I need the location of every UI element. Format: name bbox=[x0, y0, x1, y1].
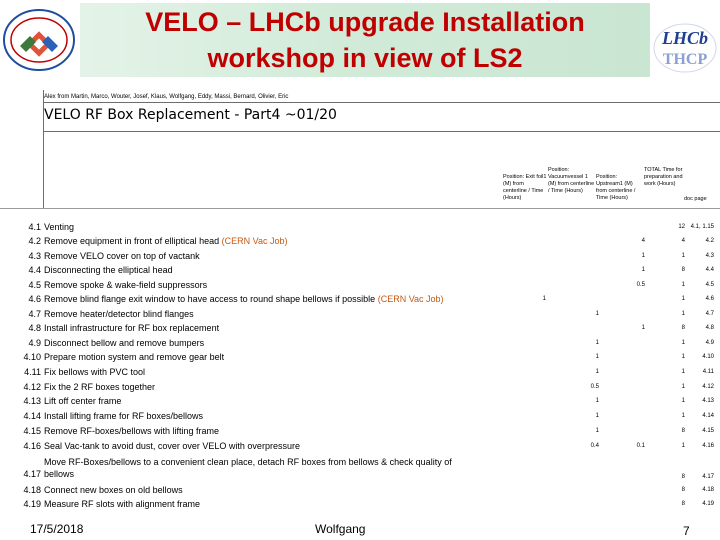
task-number: 4.14 bbox=[23, 411, 41, 421]
cell-vacuumvessel: 0.4 bbox=[590, 443, 599, 449]
cell-vacuumvessel: 1 bbox=[595, 354, 599, 360]
cell-doc-page: 4.1, 1.15 bbox=[690, 224, 714, 230]
sheet-gridline bbox=[44, 131, 720, 132]
task-row bbox=[0, 380, 720, 394]
cell-doc-page: 4.19 bbox=[702, 501, 714, 507]
cell-doc-page: 4.6 bbox=[705, 296, 714, 302]
cell-total: 8 bbox=[681, 428, 685, 434]
cell-vacuumvessel: 1 bbox=[595, 413, 599, 419]
cell-total: 1 bbox=[681, 340, 685, 346]
cell-vacuumvessel: 1 bbox=[595, 369, 599, 375]
task-row bbox=[0, 497, 720, 511]
cell-doc-page: 4.17 bbox=[702, 474, 714, 480]
task-row bbox=[0, 394, 720, 408]
slide-title-line1: VELO – LHCb upgrade Installation bbox=[145, 7, 585, 37]
cell-total: 1 bbox=[681, 443, 685, 449]
cell-total: 8 bbox=[681, 325, 685, 331]
sheet-gridline bbox=[44, 102, 720, 103]
task-number: 4.8 bbox=[28, 323, 41, 333]
task-row bbox=[0, 439, 720, 453]
cell-doc-page: 4.15 bbox=[702, 428, 714, 434]
task-number: 4.4 bbox=[28, 265, 41, 275]
cell-vacuumvessel: 1 bbox=[595, 340, 599, 346]
task-number: 4.7 bbox=[28, 309, 41, 319]
task-description-line2: bellows bbox=[44, 469, 75, 479]
task-description: Fix the 2 RF boxes together bbox=[44, 382, 156, 392]
cell-total: 8 bbox=[681, 474, 685, 480]
cell-doc-page: 4.5 bbox=[705, 282, 714, 288]
svg-text:LHCb: LHCb bbox=[661, 28, 709, 48]
task-description: Venting bbox=[44, 222, 75, 232]
cell-upstream: 1 bbox=[641, 253, 645, 259]
cell-total: 4 bbox=[681, 238, 685, 244]
participants-line: Alex from Martin, Marco, Wouter, Josef, Klaus, Wolfgang, Eddy, Massi, Bernard, Olivier, Eric bbox=[44, 94, 289, 100]
task-description: Remove RF-boxes/bellows with lifting frame bbox=[44, 426, 220, 436]
task-description: Remove VELO cover on top of vactank bbox=[44, 251, 200, 261]
cell-upstream: 1 bbox=[641, 325, 645, 331]
footer-date: 17/5/2018 bbox=[30, 522, 84, 536]
cell-total: 1 bbox=[681, 253, 685, 259]
cell-doc-page: 4.13 bbox=[702, 398, 714, 404]
cell-doc-page: 4.18 bbox=[702, 487, 714, 493]
cell-vacuumvessel: 1 bbox=[595, 428, 599, 434]
cell-total: 8 bbox=[681, 501, 685, 507]
task-number: 4.2 bbox=[28, 236, 41, 246]
cell-doc-page: 4.14 bbox=[702, 413, 714, 419]
lhcb-logo-icon bbox=[652, 18, 718, 76]
task-description: Measure RF slots with alignment frame bbox=[44, 499, 201, 509]
task-row bbox=[0, 350, 720, 364]
task-number: 4.1 bbox=[28, 222, 41, 232]
cell-total: 1 bbox=[681, 354, 685, 360]
task-description: Seal Vac-tank to avoid dust, cover over VELO with overpressure bbox=[44, 441, 300, 451]
task-description: Remove equipment in front of elliptical head (CERN Vac Job) bbox=[44, 236, 288, 246]
task-description: Disconnecting the elliptical head bbox=[44, 265, 173, 275]
cell-doc-page: 4.10 bbox=[702, 354, 714, 360]
cell-upstream: 4 bbox=[641, 238, 645, 244]
task-number: 4.10 bbox=[23, 352, 41, 362]
task-row bbox=[0, 234, 720, 248]
column-header-doc-page: doc page bbox=[684, 196, 707, 202]
task-number: 4.18 bbox=[23, 485, 41, 495]
cell-vacuumvessel: 1 bbox=[595, 398, 599, 404]
cell-total: 1 bbox=[681, 296, 685, 302]
task-description: Remove spoke & wake-field suppressors bbox=[44, 280, 208, 290]
cell-exit: 1 bbox=[542, 296, 546, 302]
task-row bbox=[0, 409, 720, 423]
task-number: 4.3 bbox=[28, 251, 41, 261]
slide-title bbox=[80, 4, 650, 76]
task-row bbox=[0, 292, 720, 306]
sheet-gridline bbox=[43, 90, 44, 208]
footer-author: Wolfgang bbox=[315, 522, 366, 536]
sheet-gridline bbox=[0, 208, 720, 209]
cell-total: 1 bbox=[681, 282, 685, 288]
task-row bbox=[0, 263, 720, 277]
task-row bbox=[0, 249, 720, 263]
cell-upstream: 0.1 bbox=[636, 443, 645, 449]
task-number: 4.12 bbox=[23, 382, 41, 392]
column-header-vacuumvessel: Position: Vacuumvessel 1 (M) from centerline / Time (Hours) bbox=[548, 167, 595, 194]
task-description: Install infrastructure for RF box replacement bbox=[44, 323, 220, 333]
cell-vacuumvessel: 0.5 bbox=[590, 384, 599, 390]
cell-total: 1 bbox=[681, 384, 685, 390]
cell-doc-page: 4.4 bbox=[705, 267, 714, 273]
cell-doc-page: 4.2 bbox=[705, 238, 714, 244]
task-row bbox=[0, 278, 720, 292]
task-row bbox=[0, 336, 720, 350]
task-row bbox=[0, 424, 720, 438]
task-description: Prepare motion system and remove gear belt bbox=[44, 352, 225, 362]
task-description: Install lifting frame for RF boxes/bellows bbox=[44, 411, 204, 421]
column-header-upstream: Position: Upstream1 (M) from centerline / Time (Hours) bbox=[596, 174, 636, 201]
task-description: Remove blind flange exit window to have access to round shape bellows if possible (CERN Vac Job) bbox=[44, 294, 444, 304]
cell-total: 1 bbox=[681, 311, 685, 317]
velo-logo-icon bbox=[0, 0, 78, 78]
cell-doc-page: 4.11 bbox=[702, 369, 714, 375]
slide-title-line2: workshop in view of LS2 bbox=[207, 43, 523, 73]
svg-text:THCP: THCP bbox=[662, 51, 708, 68]
task-number: 4.17 bbox=[23, 469, 41, 479]
column-header-total: TOTAL Time for preparation and work (Hours) bbox=[644, 167, 683, 187]
cell-doc-page: 4.9 bbox=[705, 340, 714, 346]
cell-total: 1 bbox=[681, 398, 685, 404]
task-description: Lift off center frame bbox=[44, 396, 122, 406]
task-description: Remove heater/detector blind flanges bbox=[44, 309, 194, 319]
cell-doc-page: 4.3 bbox=[705, 253, 714, 259]
cell-total: 8 bbox=[681, 267, 685, 273]
task-number: 4.6 bbox=[28, 294, 41, 304]
task-description: Disconnect bellow and remove bumpers bbox=[44, 338, 205, 348]
task-number: 4.5 bbox=[28, 280, 41, 290]
task-row bbox=[0, 455, 720, 481]
task-number: 4.16 bbox=[23, 441, 41, 451]
cell-doc-page: 4.12 bbox=[702, 384, 714, 390]
task-description-line1: Move RF-Boxes/bellows to a convenient clean place, detach RF boxes from bellows & check quality of bbox=[44, 457, 452, 467]
cell-total: 1 bbox=[681, 413, 685, 419]
slide-page-number: 7 bbox=[683, 524, 690, 538]
cell-vacuumvessel: 1 bbox=[595, 311, 599, 317]
sheet-title: VELO RF Box Replacement - Part4 ~01/20 bbox=[44, 107, 337, 123]
task-number: 4.13 bbox=[23, 396, 41, 406]
slide-header bbox=[0, 0, 720, 82]
cell-upstream: 0.5 bbox=[636, 282, 645, 288]
cell-total: 12 bbox=[678, 224, 685, 230]
cell-doc-page: 4.8 bbox=[705, 325, 714, 331]
task-number: 4.19 bbox=[23, 499, 41, 509]
task-number: 4.11 bbox=[24, 367, 41, 377]
task-number: 4.9 bbox=[28, 338, 41, 348]
cell-upstream: 1 bbox=[641, 267, 645, 273]
cell-total: 1 bbox=[681, 369, 685, 375]
cell-doc-page: 4.7 bbox=[705, 311, 714, 317]
task-row bbox=[0, 483, 720, 497]
cell-doc-page: 4.16 bbox=[702, 443, 714, 449]
task-row bbox=[0, 307, 720, 321]
column-header-exit: Position: Exit foil1 (M) from centerline / Time (Hours) bbox=[503, 174, 547, 201]
task-number: 4.15 bbox=[23, 426, 41, 436]
task-description: Connect new boxes on old bellows bbox=[44, 485, 183, 495]
task-description: Fix bellows with PVC tool bbox=[44, 367, 146, 377]
task-row bbox=[0, 365, 720, 379]
task-row bbox=[0, 321, 720, 335]
cell-total: 8 bbox=[681, 487, 685, 493]
task-row bbox=[0, 220, 720, 234]
